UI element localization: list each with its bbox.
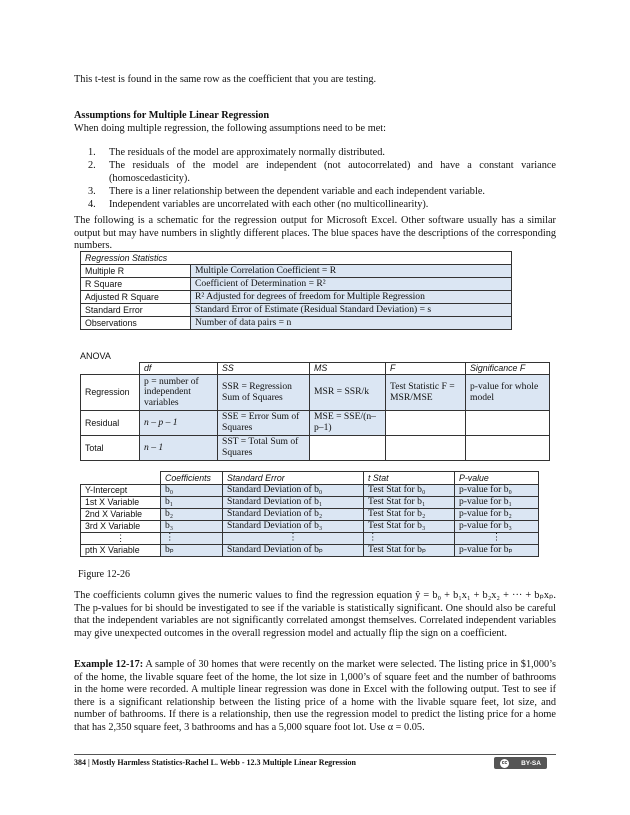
table-row: ⋮ ⋮ ⋮ ⋮ ⋮ [81, 533, 539, 545]
regression-statistics-table [80, 251, 512, 330]
anova-table [80, 362, 550, 461]
creative-commons-icon: cc [501, 760, 508, 766]
coefficients-paragraph: The coefficients column gives the numeric values to find the regression equation ŷ = b₀ + b₁x₁ + b₂x₂ + ··· + bₚxₚ. The p-values for bi should be investigated to see if the variable is statistically significant. One should also be careful that the independent variables are not significantly correlated amongst themselves. Correlated independent variables may give unexpected outcomes in the overall regression model and actually flip the sign on a coefficient. [74, 590, 556, 639]
table-row: 3rd X Variable b₃ Standard Deviation of b₃ Test Stat for b₃ p-value for b₃ [81, 521, 539, 533]
assumptions-list [74, 147, 556, 212]
list-item: 2. The residuals of the model are independent (not autocorrelated) and have a constant variance (homoscedasticity). [88, 160, 556, 184]
table-row: Residual n – p – 1 SSE = Error Sum of Squares MSE = SSE/(n–p–1) [81, 411, 550, 436]
list-item: 4. Independent variables are uncorrelated with each other (no multicollinearity). [88, 199, 429, 211]
example-paragraph [74, 659, 556, 735]
table-row: Regression p = number of independent variables SSR = Regression Sum of Squares MSR = SSR/k Test Statistic F = MSR/MSE p-value for whole model [81, 375, 550, 411]
footer-divider [74, 754, 556, 755]
table-row: Y-Intercept b₀ Standard Deviation of b₀ Test Stat for b₀ p-value for b₀ [81, 485, 539, 497]
table-row: Standard Error Standard Error of Estimate (Residual Standard Deviation) = s [81, 304, 512, 317]
page-footer: 384 | Mostly Harmless Statistics-Rachel L. Webb - 12.3 Multiple Linear Regression [74, 758, 356, 767]
coefficients-table [80, 471, 539, 557]
assumptions-lead: When doing multiple regression, the following assumptions need to be met: [74, 123, 386, 134]
table-row: 2nd X Variable b₂ Standard Deviation of b₂ Test Stat for b₂ p-value for b₂ [81, 509, 539, 521]
figure-caption: Figure 12-26 [78, 569, 130, 580]
table-header-row: df SS MS F Significance F [81, 363, 550, 375]
table-row: Multiple R Multiple Correlation Coefficient = R [81, 265, 512, 278]
license-label: BY-SA [521, 759, 541, 767]
table-title: Regression Statistics [81, 252, 512, 265]
table-row: pth X Variable bₚ Standard Deviation of bₚ Test Stat for bₚ p-value for bₚ [81, 545, 539, 557]
example-text: A sample of 30 homes that were recently on the market were selected. The listing price in $1,000’s of the home, the livable square feet of the home, the lot size in 1,000’s of square feet and the number of bathrooms in the home were recorded. A multiple linear regression was done in Excel with the following output. Test to see if there is a significant relationship between the listing price of a home with the livable square feet, lot size, and number of bathrooms. If there is a relationship, then use the regression model to predict the listing price for a home that has 2,350 square feet, 3 bathrooms and has a 5,000 square foot lot. Use α = 0.05. [74, 659, 556, 733]
example-label: Example 12-17: [74, 659, 144, 670]
assumptions-heading: Assumptions for Multiple Linear Regression [74, 110, 270, 121]
table-row: Adjusted R Square R² Adjusted for degrees of freedom for Multiple Regression [81, 291, 512, 304]
table-row: 1st X Variable b₁ Standard Deviation of b₁ Test Stat for b₁ p-value for b₁ [81, 497, 539, 509]
schematic-paragraph: The following is a schematic for the regression output for Microsoft Excel. Other software usually has a similar output but may have numbers in slightly different places. The blue spaces have the descriptions of the corresponding numbers. [74, 215, 556, 252]
table-row: Observations Number of data pairs = n [81, 317, 512, 330]
table-row: Total n – 1 SST = Total Sum of Squares [81, 436, 550, 461]
cc-license-badge [494, 757, 547, 769]
anova-label: ANOVA [80, 351, 111, 361]
intro-line: This t-test is found in the same row as the coefficient that you are testing. [74, 74, 377, 85]
list-item: 1. The residuals of the model are approximately normally distributed. [88, 147, 385, 158]
list-item: 3. There is a liner relationship between the dependent variable and each independent variable. [88, 185, 485, 197]
table-row: R Square Coefficient of Determination = R² [81, 278, 512, 291]
table-header-row: Coefficients Standard Error t Stat P-value [81, 472, 539, 485]
